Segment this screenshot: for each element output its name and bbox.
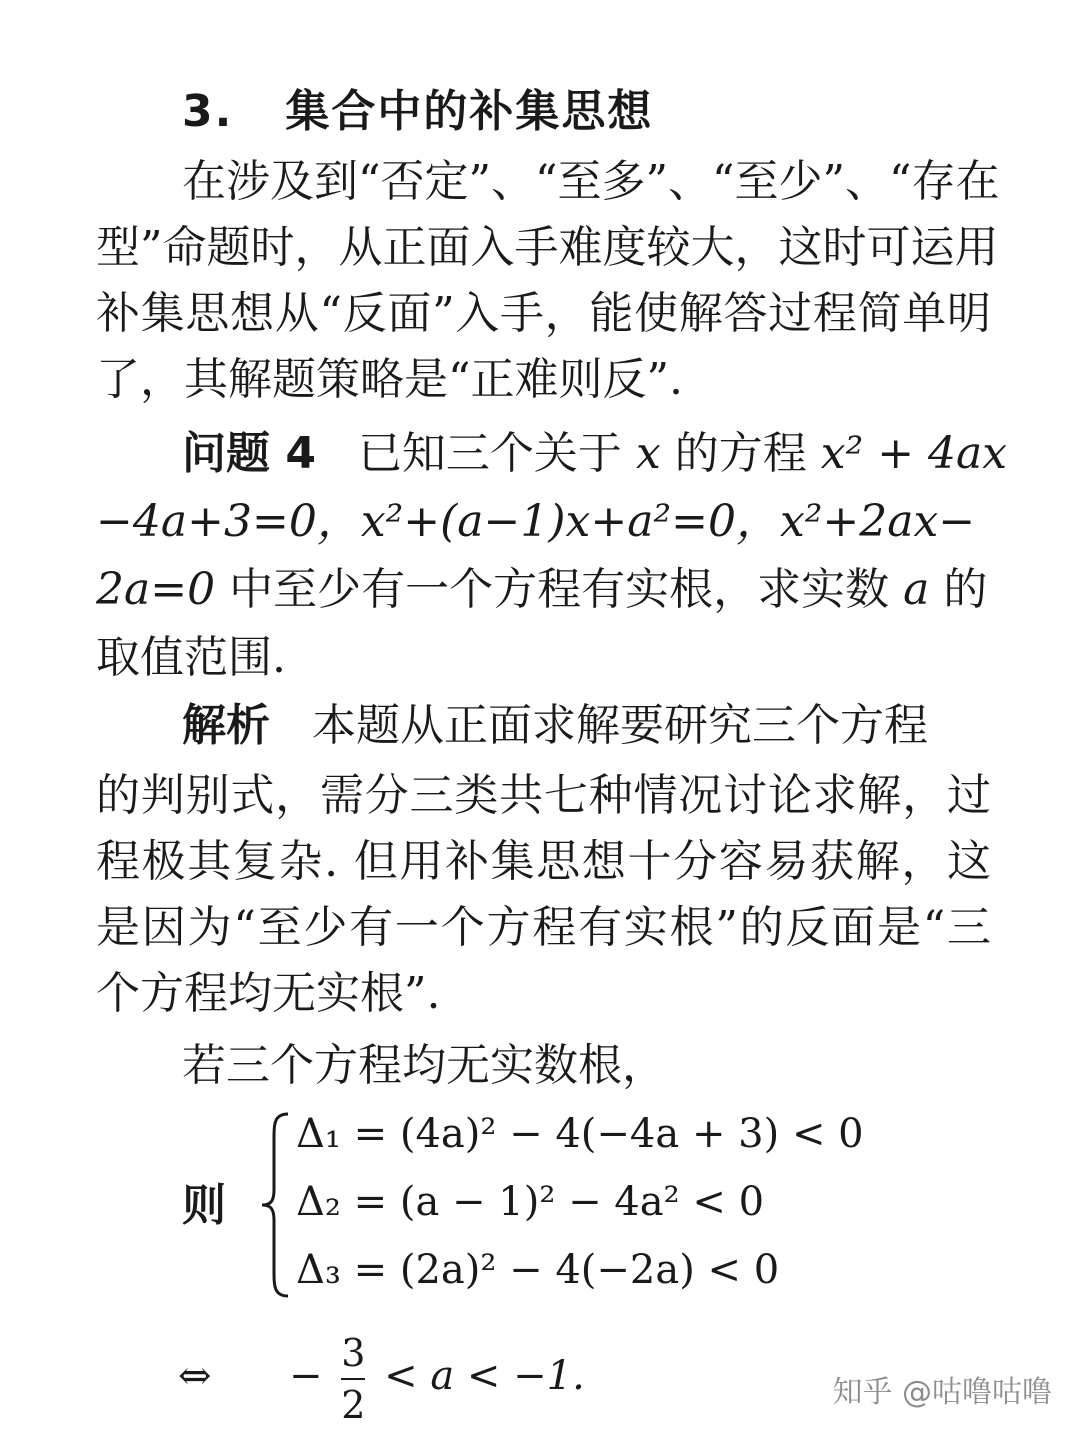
condition-line: 若三个方程均无实数根，: [182, 1040, 666, 1091]
left-brace-icon: [258, 1110, 298, 1300]
watermark: 知乎 @咕噜咕噜: [832, 1375, 1052, 1410]
problem-text: 已知三个关于: [357, 428, 622, 479]
section-title: 集合中的补集思想: [285, 86, 654, 137]
paragraph-line: 型”命题时，从正面入手难度较大，这时可运用: [96, 222, 999, 273]
section-heading: [182, 82, 653, 142]
problem-variable: a: [903, 564, 930, 615]
problem-label: 问题 4: [182, 428, 316, 479]
problem-math: −4a+3=0，x²+(a−1)x+a²=0，x²+2ax−: [96, 496, 976, 547]
paragraph-line: 补集思想从“反面”入手，能使解答过程简单明: [96, 288, 991, 339]
fraction: [341, 1330, 365, 1428]
equation-1: Δ₁ = (4a)² − 4(−4a + 3) < 0: [296, 1111, 864, 1157]
section-number: 3.: [182, 86, 234, 137]
paragraph-line: 了，其解题策略是“正难则反”.: [96, 354, 683, 405]
problem-line-2: [96, 492, 991, 552]
problem-line-3: [96, 560, 991, 620]
analysis-line: 的判别式，需分三类共七种情况讨论求解，过: [96, 770, 991, 821]
result-tail: < a < −1.: [384, 1353, 585, 1399]
analysis-line-1: [182, 696, 990, 756]
paragraph-line: 在涉及到“否定”、“至多”、“至少”、“存在: [182, 156, 1000, 207]
analysis-label: 解析: [182, 700, 270, 751]
problem-text: 中至少有一个方程有实根，求实数: [229, 564, 890, 615]
iff-symbol: ⇔: [178, 1353, 212, 1399]
system-label: 则: [182, 1180, 226, 1231]
problem-variable: x: [635, 428, 661, 479]
problem-line-4: 取值范围.: [96, 632, 286, 683]
analysis-text: 本题从正面求解要研究三个方程: [312, 700, 928, 751]
problem-math: 2a=0: [96, 564, 216, 615]
problem-math: x² + 4ax: [820, 428, 1008, 479]
analysis-line: 程极其复杂. 但用补集思想十分容易获解，这: [96, 836, 991, 887]
fraction-denominator: 2: [341, 1383, 366, 1427]
problem-text: 的: [943, 564, 988, 615]
equation-3: Δ₃ = (2a)² − 4(−2a) < 0: [296, 1247, 780, 1293]
fraction-bar: [341, 1378, 365, 1380]
result-line: [178, 1330, 585, 1428]
analysis-line: 个方程均无实根”.: [96, 968, 441, 1019]
fraction-numerator: 3: [341, 1331, 366, 1375]
equation-2: Δ₂ = (a − 1)² − 4a² < 0: [296, 1179, 765, 1225]
problem-line-1: [182, 424, 1008, 484]
minus-sign: −: [288, 1353, 323, 1399]
analysis-line: 是因为“至少有一个方程有实根”的反面是“三: [96, 902, 991, 953]
problem-text: 的方程: [674, 428, 807, 479]
